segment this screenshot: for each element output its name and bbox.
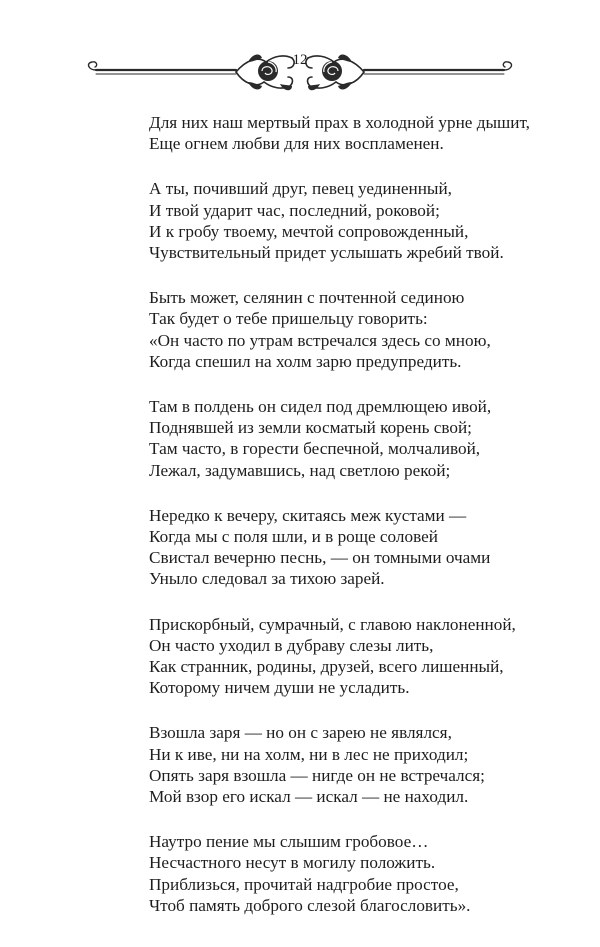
stanza bbox=[149, 396, 569, 481]
poem-line: Уныло следовал за тихою зарей. bbox=[149, 569, 385, 589]
poem-line: Там в полдень он сидел под дремлющею ивой, bbox=[149, 397, 492, 417]
stanza bbox=[149, 287, 569, 372]
poem-line: Так будет о тебе пришельцу говорить: bbox=[149, 309, 428, 329]
poem-line: Для них наш мертвый прах в холодной урне дышит, bbox=[149, 113, 530, 132]
poem-line: Лежал, задумавшись, над светлою рекой; bbox=[149, 460, 451, 480]
poem-line: Свистал вечерню песнь, — он томными очами bbox=[149, 548, 491, 568]
stanza bbox=[149, 722, 569, 807]
poem-line: Быть может, селянин с почтенной сединою bbox=[149, 288, 465, 308]
poem-line: Как странник, родины, друзей, всего лишенный, bbox=[149, 657, 504, 677]
poem-body bbox=[149, 112, 569, 940]
poem-line: Там часто, в горести беспечной, молчаливой, bbox=[149, 439, 481, 459]
stanza bbox=[149, 831, 569, 916]
poem-line: Несчастного несут в могилу положить. bbox=[149, 853, 436, 873]
poem-line: Чтоб память доброго слезой благословить». bbox=[149, 895, 471, 915]
poem-line: Когда спешил на холм зарю предупредить. bbox=[149, 351, 462, 371]
page-header bbox=[0, 0, 600, 110]
stanza bbox=[149, 614, 569, 699]
stanza bbox=[149, 112, 569, 154]
page-number: 12 bbox=[292, 52, 308, 68]
poem-line: Еще огнем любви для них воспламенен. bbox=[149, 134, 444, 154]
poem-line: Ни к иве, ни на холм, ни в лес не приходил; bbox=[149, 744, 469, 764]
poem-line: Поднявшей из земли косматый корень свой; bbox=[149, 418, 472, 438]
poem-line: И к гробу твоему, мечтой сопровожденный, bbox=[149, 221, 469, 241]
poem-line: Опять заря взошла — нигде он не встречался; bbox=[149, 765, 485, 785]
poem-line: Нередко к вечеру, скитаясь меж кустами — bbox=[149, 505, 467, 525]
poem-line: И твой ударит час, последний, роковой; bbox=[149, 200, 440, 220]
poem-line: Наутро пение мы слышим гробовое… bbox=[149, 832, 429, 852]
poem-line: Приблизься, прочитай надгробие простое, bbox=[149, 874, 459, 894]
poem-line: А ты, почивший друг, певец уединенный, bbox=[149, 179, 452, 199]
poem-line: «Он часто по утрам встречался здесь со мною, bbox=[149, 330, 491, 350]
stanza bbox=[149, 505, 569, 590]
poem-line: Чувствительный придет услышать жребий твой. bbox=[149, 243, 504, 263]
stanza bbox=[149, 178, 569, 263]
poem-line: Мой взор его искал — искал — не находил. bbox=[149, 787, 469, 807]
poem-line: Он часто уходил в дубраву слезы лить, bbox=[149, 635, 434, 655]
poem-line: Которому ничем души не усладить. bbox=[149, 678, 410, 698]
poem-line: Когда мы с поля шли, и в роще соловей bbox=[149, 527, 438, 547]
poem-line: Взошла заря — но он с зарею не являлся, bbox=[149, 723, 452, 743]
poem-line: Прискорбный, сумрачный, с главою наклоненной, bbox=[149, 614, 516, 634]
